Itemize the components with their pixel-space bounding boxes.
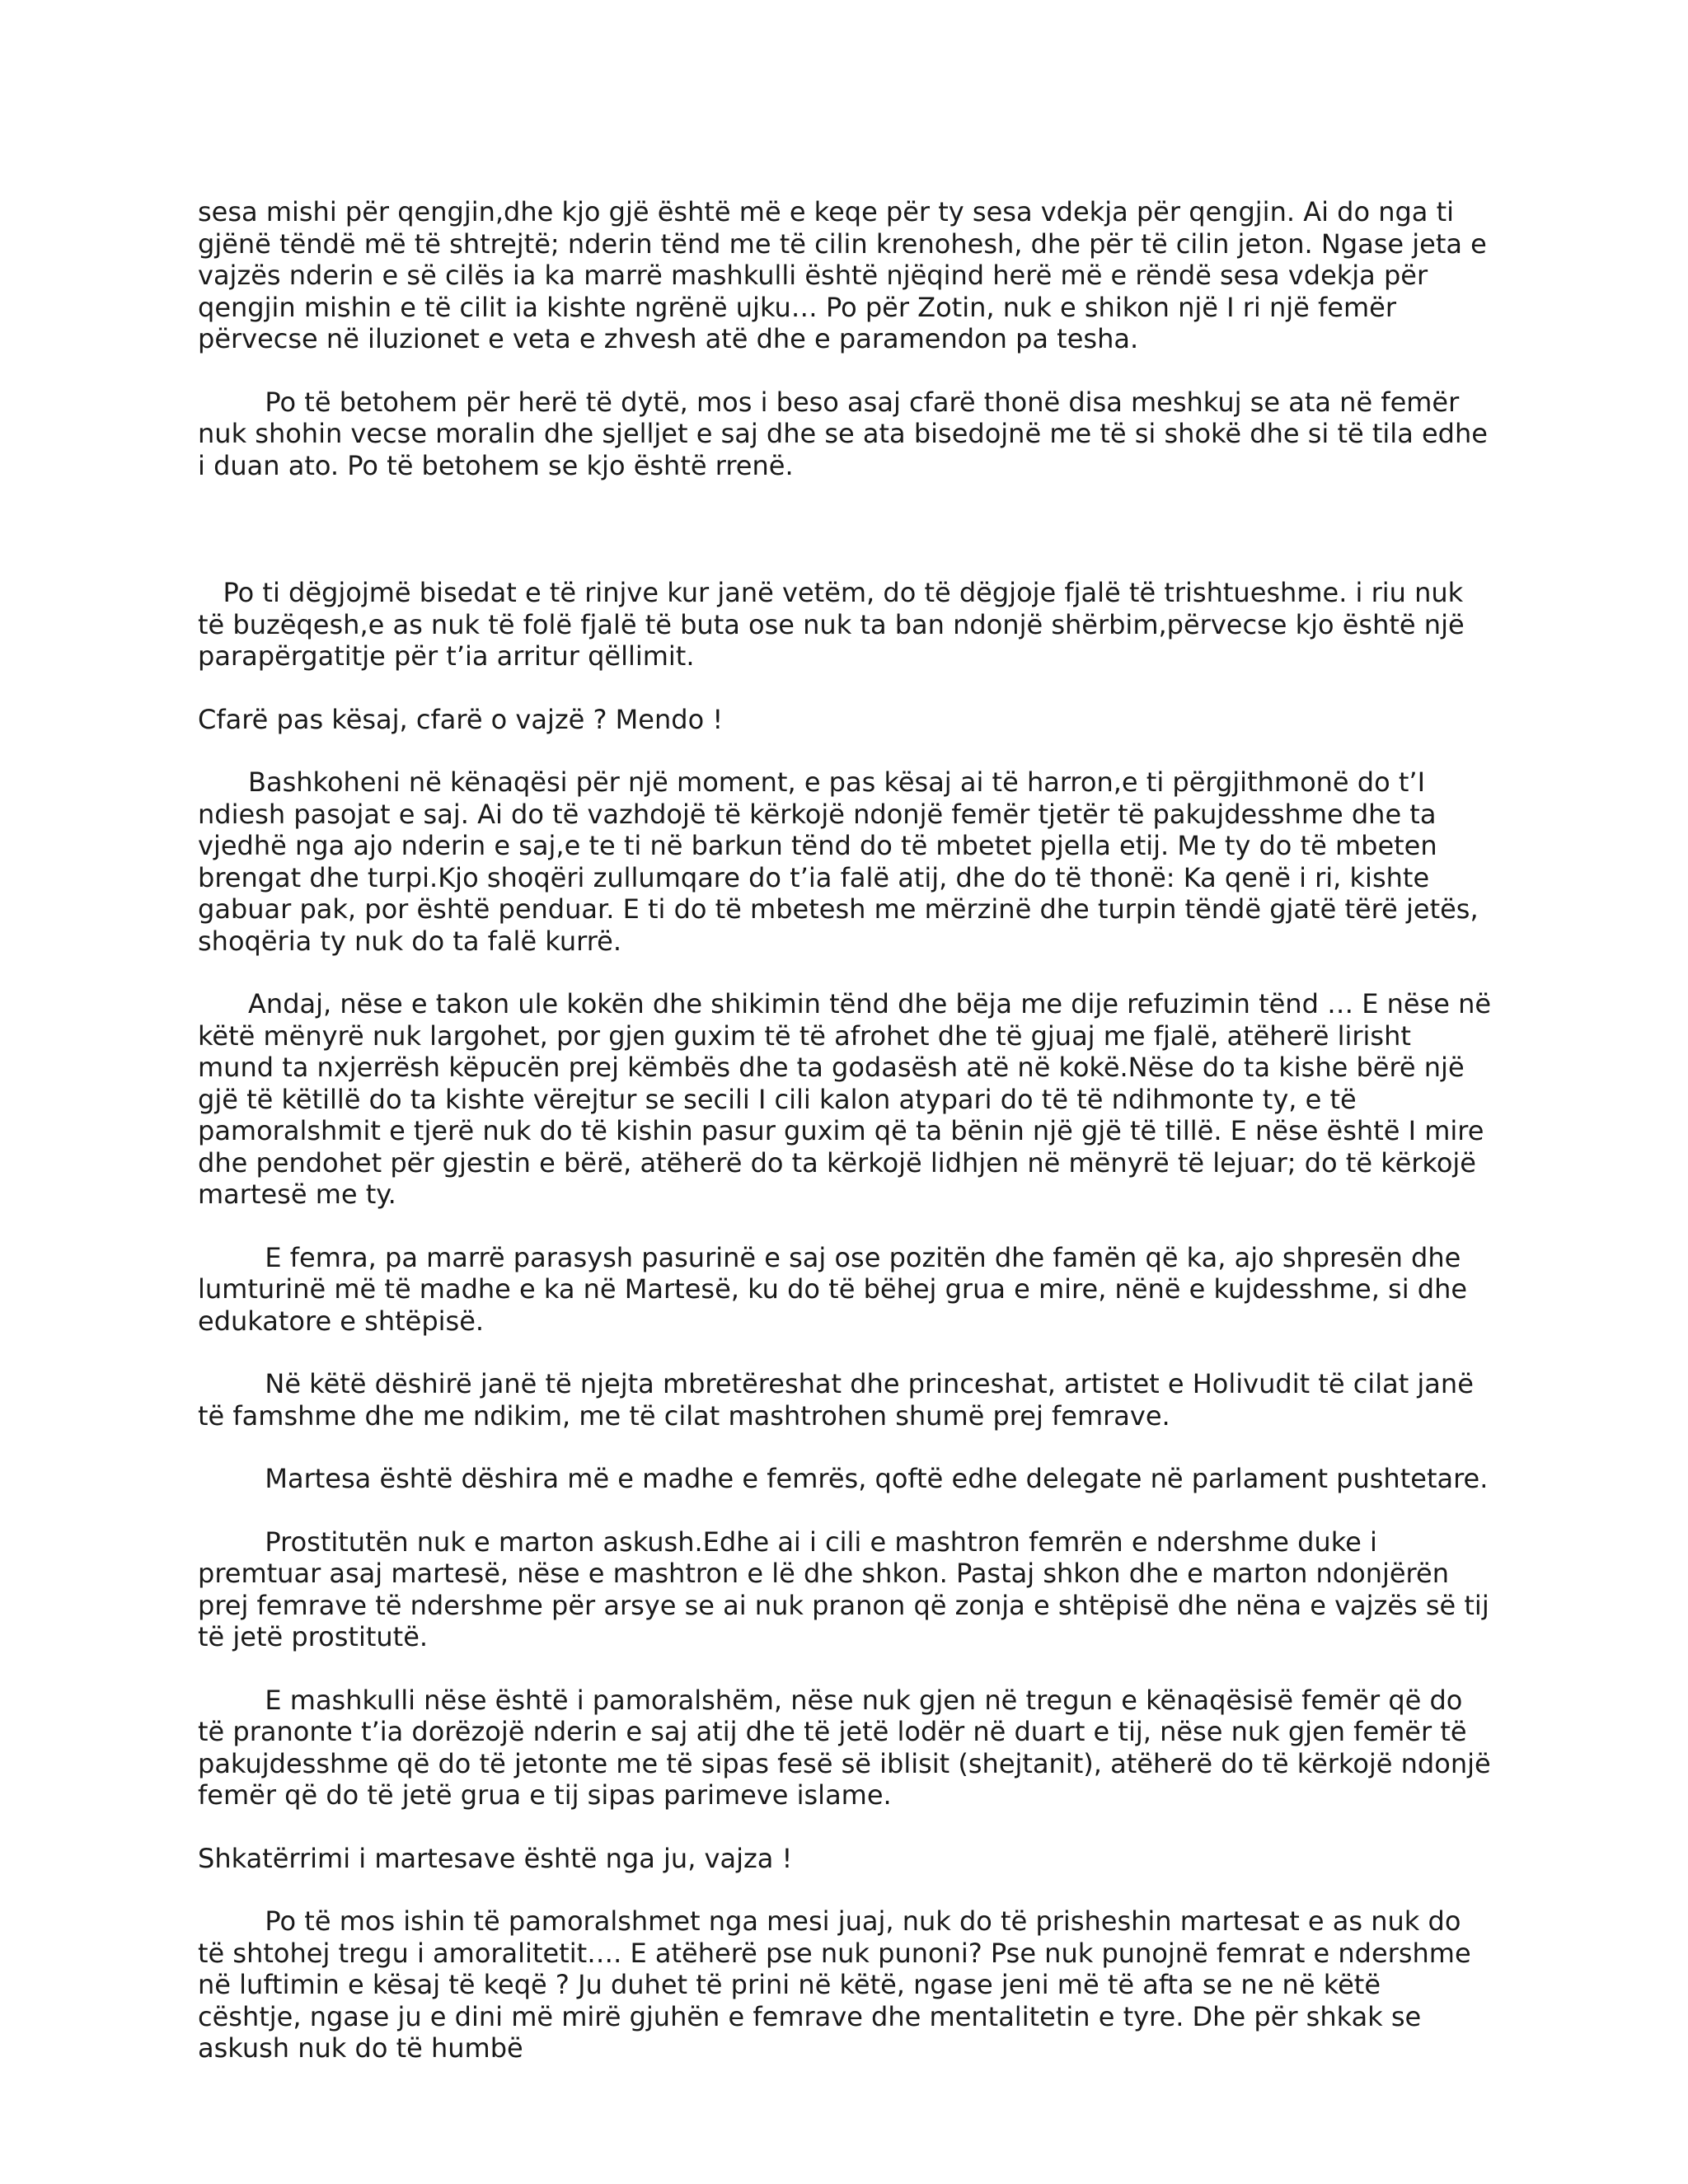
indent: [198, 988, 248, 1019]
paragraph-text: Prostitutën nuk e marton askush.Edhe ai i cili e mashtron femrën e ndershme duke i premtuar asaj martesë, nëse e mashtron e lë dhe shkon. Pastaj shkon dhe e marton ndonjërën prej femrave të ndershme për arsye se ai nuk pranon që zonja e shtëpisë dhe nëna e vajzës së tij të jetë prostitutë.: [198, 1526, 1498, 1652]
indent: [198, 1685, 265, 1716]
paragraph-2: [198, 386, 1497, 482]
paragraph-7: [198, 1242, 1492, 1338]
paragraph-text: Në këtë dëshirë janë të njejta mbretëreshat dhe princeshat, artistet e Holivudit të cilat janë të famshme dhe me ndikim, me të cilat mashtrohen shumë prej femrave.: [198, 1368, 1483, 1432]
indent: [198, 577, 223, 608]
paragraph-text: Po të betohem për herë të dytë, mos i beso asaj cfarë thonë disa meshkuj se ata në femër nuk shohin vecse moralin dhe sjelljet e saj dhe se ata bisedojnë me të si shokë dhe si të tila edhe i duan ato. Po të betohem se kjo është rrenë.: [198, 386, 1497, 481]
paragraph-text: Po të mos ishin të pamoralshmet nga mesi juaj, nuk do të prisheshin martesat e as nuk do të shtohej tregu i amoralitetit…. E atëherë pse nuk punoni? Pse nuk punojnë femrat e ndershme në luftimin e kësaj të keqë ? Ju duhet të prini në këtë, ngase jeni më të afta se ne në këtë cështje, ngase ju e dini më mirë gjuhën e femrave dhe mentalitetin e tyre. Dhe për shkak se askush nuk do të humbë: [198, 1905, 1479, 2064]
paragraph-11: [198, 1684, 1499, 1811]
paragraph-text: sesa mishi për qengjin,dhe kjo gjë është më e keqe për ty sesa vdekja për qengjin. Ai do nga ti gjënë tëndë më të shtrejtë; nderin tënd me të cilin krenohesh, dhe për të cilin jeton. Ngase jeta e vajzës nderin e së cilës ia ka marrë mashkulli është njëqind herë më e rëndë sesa vdekja për qengjin mishin e të cilit ia kishte ngrënë ujku… Po për Zotin, nuk e shikon një I ri një femër përvecse në iluzionet e veta e zhvesh atë dhe e paramendon pa tesha.: [198, 196, 1495, 354]
paragraph-3: [198, 577, 1492, 673]
document-page: [198, 196, 1500, 2096]
paragraph-10: [198, 1526, 1498, 1653]
paragraph-text: Andaj, nëse e takon ule kokën dhe shikimin tënd dhe bëja me dije refuzimin tënd … E nëse në këtë mënyrë nuk largohet, por gjen guxim të të afrohet dhe të gjuaj me fjalë, atëherë lirisht mund ta nxjerrësh këpucën prej këmbës dhe ta godasësh atë në kokë.Nëse do ta kishe bërë një gjë të këtillë do ta kishte vërejtur se secili I cili kalon atypari do të të ndihmonte ty, e të pamoralshmit e tjerë nuk do të kishin pasur guxim që ta bënin një gjë të tillë. E nëse është I mire dhe pendohet për gjestin e bërë, atëherë do ta kërkojë lidhjen në mënyrë të lejuar; do të kërkojë martesë me ty.: [198, 988, 1500, 1210]
paragraph-4: [198, 704, 1492, 736]
paragraph-5: [198, 766, 1492, 957]
paragraph-text: E femra, pa marrë parasysh pasurinë e saj ose pozitën dhe famën që ka, ajo shpresën dhe lumturinë më të madhe e ka në Martesë, ku do të bëhej grua e mire, nënë e kujdesshme, si dhe edukatore e shtëpisë.: [198, 1241, 1476, 1337]
paragraph-text: Martesa është dëshira më e madhe e femrës, qoftë edhe delegate në parlament pushtetare.: [265, 1463, 1489, 1494]
paragraph-text: Po ti dëgjojmë bisedat e të rinjve kur janë vetëm, do të dëgjoje fjalë të trishtueshme. i riu nuk të buzëqesh,e as nuk të folë fjalë të buta ose nuk ta ban ndonjë shërbim,përvecse kjo është një parapërgatitje për t’ia arritur qëllimit.: [198, 577, 1473, 672]
paragraph-1: [198, 196, 1495, 355]
paragraph-6: [198, 988, 1500, 1211]
paragraph-text: Shkatërrimi i martesave është nga ju, vajza !: [198, 1842, 793, 1874]
paragraph-8: [198, 1368, 1492, 1432]
paragraph-12: [198, 1843, 1492, 1875]
indent: [198, 1463, 265, 1494]
indent: [198, 387, 265, 418]
paragraph-text: E mashkulli nëse është i pamoralshëm, nëse nuk gjen në tregun e kënaqësisë femër që do të pranonte t’ia dorëzojë nderin e saj atij dhe të jetë lodër në duart e tij, nëse nuk gjen femër të pakujdesshme që do të jetonte me të sipas fesë së iblisit (shejtanit), atëherë do të kërkojë ndonjë femër që do të jetë grua e tij sipas parimeve islame.: [198, 1684, 1499, 1811]
paragraph-9: [198, 1463, 1492, 1495]
indent: [198, 766, 248, 798]
paragraph-text: Cfarë pas kësaj, cfarë o vajzë ? Mendo !: [198, 703, 724, 735]
paragraph-13: [198, 1905, 1492, 2064]
indent: [198, 1242, 265, 1273]
indent: [198, 1368, 265, 1399]
paragraph-text: Bashkoheni në kënaqësi për një moment, e pas kësaj ai të harron,e ti përgjithmonë do t’I ndiesh pasojat e saj. Ai do të vazhdojë të kërkojë ndonjë femër tjetër të pakujdesshme dhe ta vjedhë nga ajo nderin e saj,e te ti në barkun tënd do të mbetet pjella etij. Me ty do të mbeten brengat dhe turpi.Kjo shoqëri zullumqare do t’ia falë atij, dhe do të thonë: Ka qenë i ri, kishte gabuar pak, por është penduar. E ti do të mbetesh me mërzinë dhe turpin tëndë gjatë tërë jetës, shoqëria ty nuk do ta falë kurrë.: [198, 766, 1487, 957]
indent: [198, 1526, 265, 1558]
indent: [198, 1905, 265, 1937]
